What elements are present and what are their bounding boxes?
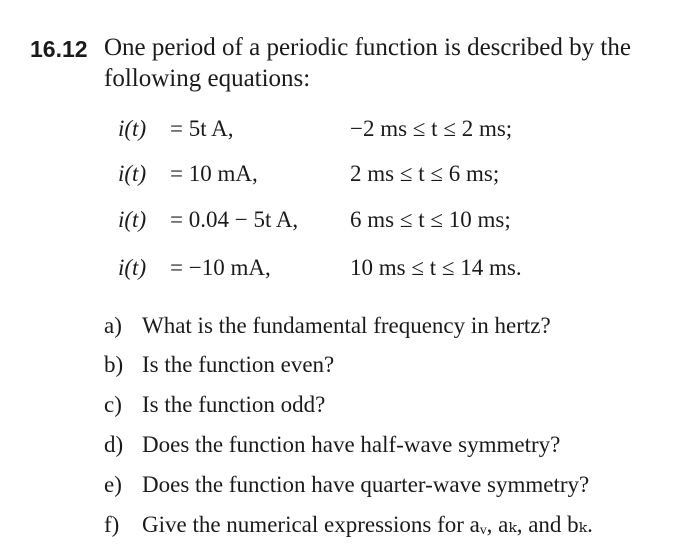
equation-lhs: i(t): [118, 161, 147, 186]
question-text: Is the function even?: [142, 352, 335, 377]
problem-number: 16.12: [30, 36, 88, 62]
question-text: Does the function have quarter-wave symmetry?: [142, 472, 590, 497]
equation-range: 2 ms ≤ t ≤ 6 ms;: [350, 161, 500, 186]
question-item: [104, 512, 593, 538]
equation-rhs: = −10 mA,: [170, 255, 271, 280]
question-text: Give the numerical expressions for aᵥ, aₖ, and bₖ.: [142, 512, 593, 537]
equation-range: −2 ms ≤ t ≤ 2 ms;: [350, 116, 513, 141]
equation-range: 10 ms ≤ t ≤ 14 ms.: [350, 255, 522, 280]
question-item: [104, 472, 589, 498]
equation-row: [118, 161, 678, 191]
equation-rhs: = 5t A,: [170, 116, 234, 141]
question-item: [104, 352, 334, 378]
equation-lhs: i(t): [118, 116, 147, 141]
question-item: [104, 313, 551, 339]
equation-lhs: i(t): [118, 207, 147, 232]
equation-rhs: = 10 mA,: [170, 161, 258, 186]
question-letter: b): [104, 352, 124, 377]
question-text: Is the function odd?: [142, 392, 326, 417]
equation-lhs: i(t): [118, 255, 147, 280]
question-letter: a): [104, 313, 122, 338]
equation-range: 6 ms ≤ t ≤ 10 ms;: [350, 207, 511, 232]
question-text: What is the fundamental frequency in hertz?: [142, 313, 551, 338]
question-item: [104, 432, 560, 458]
equation-row: [118, 116, 678, 146]
equation-row: [118, 255, 678, 285]
question-text: Does the function have half-wave symmetry?: [142, 432, 561, 457]
problem-intro: One period of a periodic function is described by the following equations:: [104, 34, 631, 92]
question-letter: c): [104, 392, 122, 417]
question-letter: f): [104, 512, 120, 537]
equation-row: [118, 207, 678, 237]
equation-rhs: = 0.04 − 5t A,: [170, 207, 299, 232]
question-letter: e): [104, 472, 122, 497]
question-item: [104, 392, 325, 418]
question-letter: d): [104, 432, 124, 457]
